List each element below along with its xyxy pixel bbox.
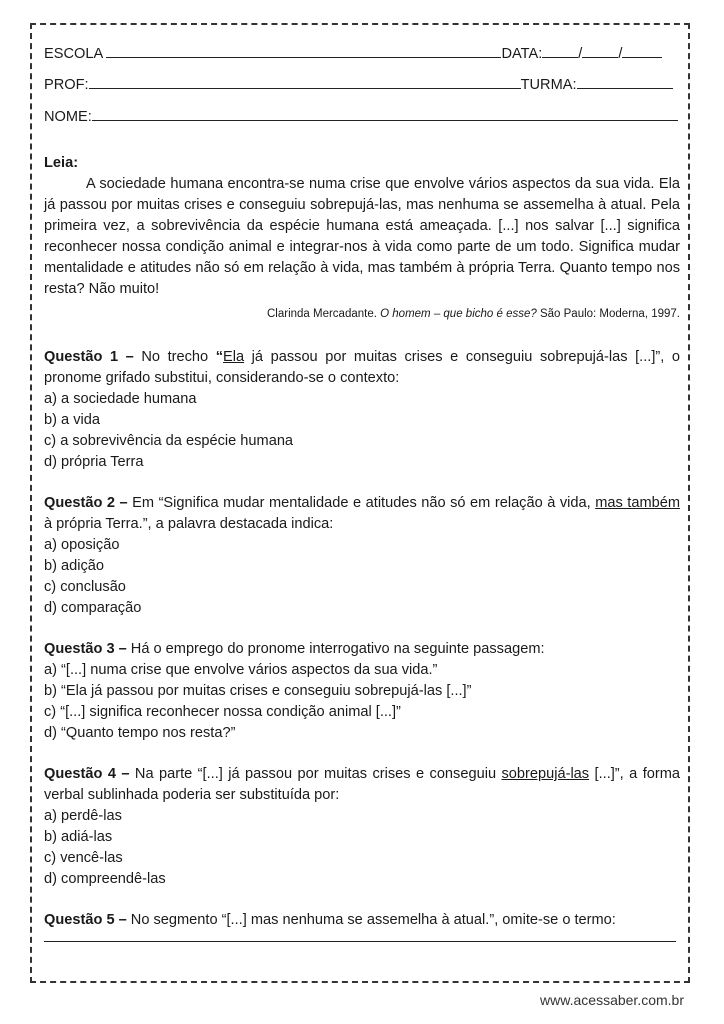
worksheet-content [44,153,680,942]
reading-text: A sociedade humana encontra-se numa crise que envolve vários aspectos da sua vida. Ela já passou por muitas crises e conseguiu sobrepujá-las, mas nenhuma se assemelha à atual. Pela primeira vez, a sobrevivência da espécie humana está ameaçada. [...] nos salvar [...] significa reconhecer nossa condição animal e integrar-nos à vida como parte de um todo. Significa mudar mentalidade e atitudes não só em relação à vida, mas também à própria Terra. Quanto tempo nos resta? Não muito! [44,176,680,297]
option-c[interactable]: c) a sobrevivência da espécie humana [44,433,294,449]
question-label: Questão 5 – [44,912,127,928]
option-c[interactable]: c) conclusão [44,579,126,595]
option-c[interactable]: c) “[...] significa reconhecer nossa condição animal [...]” [44,704,401,720]
footer-url: www.acessaber.com.br [540,992,684,1008]
question-label: Questão 4 – [44,766,130,782]
teacher-label: PROF: [44,77,89,93]
question-text [44,347,680,389]
question-text-part: Em “Significa mudar mentalidade e atitudes não só em relação à vida, [127,495,596,511]
underlined-word: sobrepujá-las [501,766,590,782]
date-separator: / [578,46,583,62]
question-text [44,493,680,535]
date-label: DATA: [501,46,543,62]
answer-line[interactable] [44,933,676,942]
option-b[interactable]: b) a vida [44,412,100,428]
question-label: Questão 1 – [44,349,134,365]
class-field[interactable] [577,76,673,89]
question-text-part: à própria Terra.”, a palavra destacada indica: [44,516,334,532]
quote-mark: “ [215,349,224,365]
school-field[interactable] [106,45,501,58]
question-1 [44,347,680,473]
question-text-part: No segmento “[...] mas nenhuma se assemelha à atual.”, omite-se o termo: [126,912,616,928]
option-a[interactable]: a) “[...] numa crise que envolve vários aspectos da sua vida.” [44,662,438,678]
reading-heading: Leia: [44,155,79,171]
question-5 [44,910,680,942]
option-d[interactable]: d) compreendê-las [44,871,166,887]
question-text-part: No trecho [133,349,216,365]
question-text-part: Há o emprego do pronome interrogativo na seguinte passagem: [126,641,545,657]
option-c[interactable]: c) vencê-las [44,850,123,866]
header-row-teacher [44,76,673,93]
school-label: ESCOLA [44,46,103,62]
citation-author: Clarinda Mercadante. [266,308,377,320]
question-text-part: Na parte “[...] já passou por muitas crises e conseguiu [129,766,502,782]
option-b[interactable]: b) adiá-las [44,829,113,845]
question-text-part: [...]”, a forma verbal sublinhada poderia ser substituída por: [44,766,680,803]
teacher-field[interactable] [89,76,521,89]
citation-title: O homem – que bicho é esse? [380,308,537,320]
option-d[interactable]: d) “Quanto tempo nos resta?” [44,725,236,741]
question-text [44,764,680,806]
option-b[interactable]: b) “Ela já passou por muitas crises e conseguiu sobrepujá-las [...]” [44,683,472,699]
question-text [44,639,680,660]
underlined-word: Ela [223,349,245,365]
option-d[interactable]: d) própria Terra [44,454,144,470]
citation-publisher: São Paulo: Moderna, 1997. [539,308,680,320]
name-field[interactable] [92,108,678,121]
option-a[interactable]: a) a sociedade humana [44,391,197,407]
class-label: TURMA: [520,77,577,93]
date-month-field[interactable] [582,45,618,58]
option-b[interactable]: b) adição [44,558,105,574]
date-year-field[interactable] [622,45,662,58]
option-d[interactable]: d) comparação [44,600,142,616]
name-label: NOME: [44,109,92,125]
underlined-word: mas também [595,495,681,511]
question-4 [44,764,680,890]
question-3 [44,639,680,744]
date-day-field[interactable] [542,45,578,58]
citation [44,304,680,325]
question-label: Questão 3 – [44,641,127,657]
question-text [44,910,680,931]
question-text-part: já passou por muitas crises e conseguiu sobrepujá-las [...]”, o pronome grifado substitui, considerando-se o contexto: [44,349,681,386]
header-row-name [44,108,678,125]
question-label: Questão 2 – [44,495,128,511]
header-row-school [44,45,662,62]
option-a[interactable]: a) oposição [44,537,120,553]
option-a[interactable]: a) perdê-las [44,808,122,824]
date-separator: / [618,46,623,62]
question-2 [44,493,680,619]
